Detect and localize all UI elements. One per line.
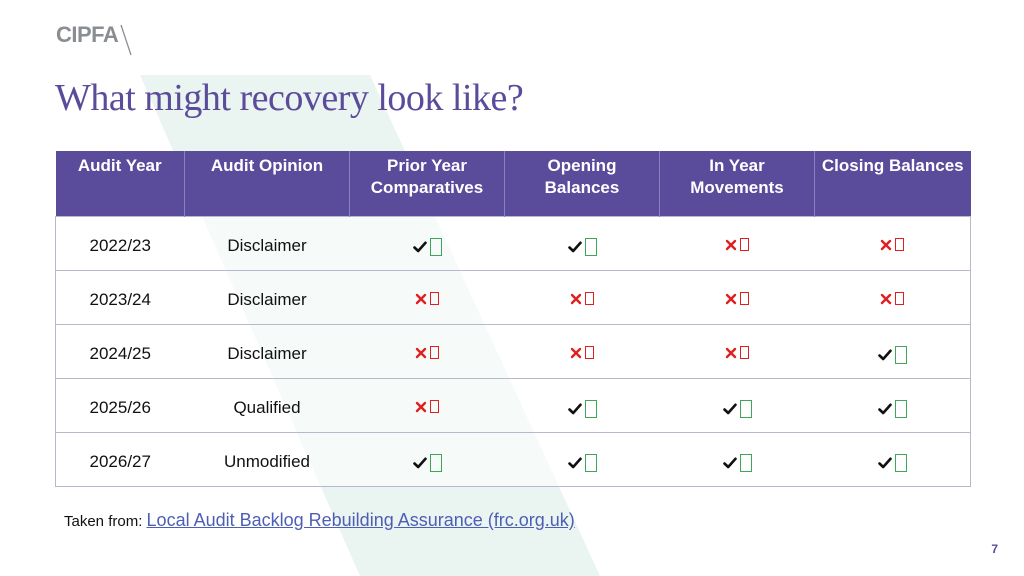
cell-status: [505, 433, 660, 487]
cell-audit-year: [56, 379, 185, 433]
table-row: [56, 325, 971, 379]
audit-year-value: 2026/27: [89, 452, 151, 471]
check-icon: [568, 400, 597, 418]
check-icon: [568, 238, 597, 256]
logo-slash-icon: [120, 22, 132, 56]
cross-icon: [725, 292, 749, 305]
cell-audit-year: [56, 217, 185, 271]
table-row: [56, 271, 971, 325]
source-citation: [64, 510, 575, 531]
cell-status: [350, 271, 505, 325]
cross-icon: [415, 346, 439, 359]
cell-audit-year: [56, 325, 185, 379]
missing-glyph-box: [740, 346, 749, 359]
cell-status: [350, 325, 505, 379]
cell-status: [815, 379, 971, 433]
audit-opinion-value: Unmodified: [224, 452, 310, 471]
missing-glyph-box: [430, 292, 439, 305]
cell-status: [350, 217, 505, 271]
missing-glyph-box: [740, 400, 752, 418]
cell-status: [350, 379, 505, 433]
missing-glyph-box: [430, 238, 442, 256]
missing-glyph-box: [895, 346, 907, 364]
check-icon: [413, 454, 442, 472]
missing-glyph-box: [585, 400, 597, 418]
cross-icon: [570, 292, 594, 305]
cell-status: [660, 217, 815, 271]
cell-status: [660, 433, 815, 487]
cell-status: [815, 271, 971, 325]
source-prefix: Taken from:: [64, 513, 143, 530]
cross-icon: [415, 400, 439, 413]
missing-glyph-box: [895, 454, 907, 472]
audit-year-value: 2022/23: [89, 236, 151, 255]
table-body: [56, 217, 971, 487]
missing-glyph-box: [740, 454, 752, 472]
cell-status: [350, 433, 505, 487]
cell-status: [505, 379, 660, 433]
cell-status: [815, 217, 971, 271]
audit-opinion-value: Disclaimer: [227, 236, 307, 255]
cell-audit-opinion: [185, 379, 350, 433]
table-row: [56, 433, 971, 487]
header-in-year-movements: In Year Movements: [660, 151, 815, 217]
source-link[interactable]: Local Audit Backlog Rebuilding Assurance (frc.org.uk): [146, 510, 575, 530]
check-icon: [878, 400, 907, 418]
cross-icon: [880, 238, 904, 251]
header-opening-balances: Opening Balances: [505, 151, 660, 217]
missing-glyph-box: [895, 238, 904, 251]
audit-year-value: 2023/24: [89, 290, 151, 309]
page-title: What might recovery look like?: [55, 77, 524, 119]
missing-glyph-box: [430, 346, 439, 359]
cell-status: [815, 433, 971, 487]
cross-icon: [880, 292, 904, 305]
cell-status: [505, 325, 660, 379]
cell-status: [660, 379, 815, 433]
cell-status: [815, 325, 971, 379]
cell-audit-opinion: [185, 271, 350, 325]
page-number: 7: [991, 542, 998, 556]
audit-opinion-value: Qualified: [233, 398, 301, 417]
cross-icon: [415, 292, 439, 305]
missing-glyph-box: [895, 292, 904, 305]
cell-audit-opinion: [185, 325, 350, 379]
check-icon: [568, 454, 597, 472]
cell-audit-opinion: [185, 217, 350, 271]
table-row: [56, 379, 971, 433]
missing-glyph-box: [740, 292, 749, 305]
missing-glyph-box: [430, 454, 442, 472]
cell-audit-year: [56, 271, 185, 325]
missing-glyph-box: [740, 238, 749, 251]
audit-opinion-value: Disclaimer: [227, 290, 307, 309]
check-icon: [878, 454, 907, 472]
cipfa-logo: [56, 22, 132, 56]
missing-glyph-box: [585, 238, 597, 256]
audit-recovery-table: [55, 151, 971, 487]
cell-status: [660, 325, 815, 379]
missing-glyph-box: [430, 400, 439, 413]
logo-text: CIPFA: [56, 22, 119, 47]
audit-year-value: 2025/26: [89, 398, 151, 417]
header-prior-year-comparatives: Prior Year Comparatives: [350, 151, 505, 217]
audit-opinion-value: Disclaimer: [227, 344, 307, 363]
cross-icon: [570, 346, 594, 359]
check-icon: [878, 346, 907, 364]
missing-glyph-box: [585, 454, 597, 472]
cell-status: [660, 271, 815, 325]
cross-icon: [725, 238, 749, 251]
cell-status: [505, 271, 660, 325]
table-row: [56, 217, 971, 271]
audit-year-value: 2024/25: [89, 344, 151, 363]
header-closing-balances: Closing Balances: [815, 151, 971, 217]
cell-status: [505, 217, 660, 271]
missing-glyph-box: [585, 346, 594, 359]
check-icon: [723, 400, 752, 418]
table-header-row: [56, 151, 971, 217]
header-audit-year: Audit Year: [56, 151, 185, 217]
cell-audit-opinion: [185, 433, 350, 487]
header-audit-opinion: Audit Opinion: [185, 151, 350, 217]
check-icon: [723, 454, 752, 472]
cell-audit-year: [56, 433, 185, 487]
missing-glyph-box: [895, 400, 907, 418]
check-icon: [413, 238, 442, 256]
cross-icon: [725, 346, 749, 359]
missing-glyph-box: [585, 292, 594, 305]
